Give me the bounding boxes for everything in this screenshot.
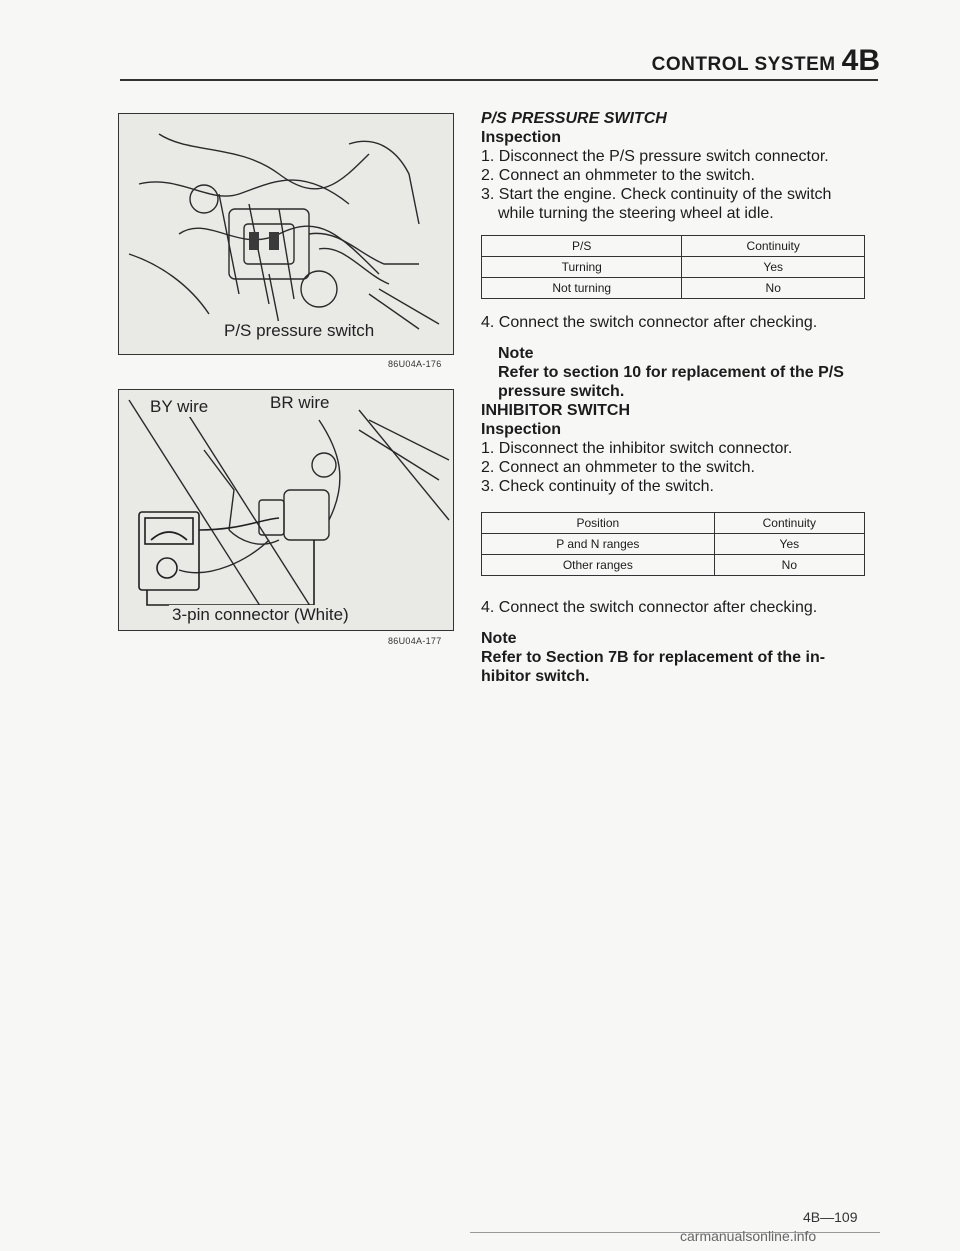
watermark: carmanualsonline.info (680, 1228, 817, 1244)
table-cell: P and N ranges (482, 534, 715, 555)
table-header-row (482, 236, 865, 257)
figure-code: 86U04A-176 (388, 359, 442, 369)
step-3: 3. Check continuity of the switch. (481, 478, 714, 495)
ps-switch-title: P/S PRESSURE SWITCH (481, 110, 667, 127)
br-wire-label: BR wire (267, 393, 333, 413)
step-4: 4. Connect the switch connector after checking. (481, 314, 818, 331)
step-3-text: 3. Start the engine. Check continuity of the switch (481, 186, 832, 203)
table-cell: Yes (714, 534, 864, 555)
page-header (590, 44, 880, 84)
table-row (482, 278, 865, 299)
by-wire-label: BY wire (147, 397, 211, 417)
table-header-row (482, 513, 865, 534)
inhibitor-switch-drawing (119, 390, 453, 630)
footer-divider (470, 1232, 880, 1233)
step-1: 1. Disconnect the inhibitor switch connector. (481, 440, 793, 457)
ps-continuity-table (481, 235, 865, 299)
step-3-continued: while turning the steering wheel at idle. (498, 205, 774, 222)
page-number: 4B—109 (803, 1209, 858, 1225)
note-text: Refer to Section 7B for replacement of the in-hibitor switch. (481, 649, 826, 685)
note-text: Refer to section 10 for replacement of the P/S pressure switch. (498, 364, 844, 400)
ps-switch-label: P/S pressure switch (221, 321, 377, 341)
table-cell: Not turning (482, 278, 682, 299)
table-cell: Turning (482, 257, 682, 278)
inhibitor-note (481, 629, 867, 686)
chapter-number: 4B (841, 44, 880, 77)
connector-label: 3-pin connector (White) (169, 605, 352, 625)
table-cell: Yes (682, 257, 865, 278)
ps-switch-illustration (118, 113, 454, 355)
step-1: 1. Disconnect the P/S pressure switch connector. (481, 148, 829, 165)
ps-switch-drawing (119, 114, 453, 354)
table-row (482, 257, 865, 278)
figure-code: 86U04A-177 (388, 636, 442, 646)
table-row (482, 534, 865, 555)
step-2: 2. Connect an ohmmeter to the switch. (481, 167, 755, 184)
ps-switch-section (481, 109, 867, 401)
inhibitor-title: INHIBITOR SWITCH (481, 402, 631, 419)
table-cell: No (682, 278, 865, 299)
table-row (482, 555, 865, 576)
table-cell: No (714, 555, 864, 576)
ps-note (481, 344, 867, 401)
table-header: Position (482, 513, 715, 534)
step-4: 4. Connect the switch connector after checking. (481, 599, 818, 616)
header-divider (120, 79, 878, 81)
inhibitor-section (481, 401, 867, 686)
note-label: Note (498, 345, 534, 362)
table-header: Continuity (682, 236, 865, 257)
table-cell: Other ranges (482, 555, 715, 576)
table-header: Continuity (714, 513, 864, 534)
inhibitor-continuity-table (481, 512, 865, 576)
inhibitor-switch-illustration (118, 389, 454, 631)
note-label: Note (481, 630, 517, 647)
step-2: 2. Connect an ohmmeter to the switch. (481, 459, 755, 476)
ps-switch-subtitle: Inspection (481, 129, 562, 146)
inhibitor-subtitle: Inspection (481, 421, 562, 438)
step-3 (481, 185, 867, 223)
table-header: P/S (482, 236, 682, 257)
section-title: CONTROL SYSTEM (651, 54, 836, 75)
